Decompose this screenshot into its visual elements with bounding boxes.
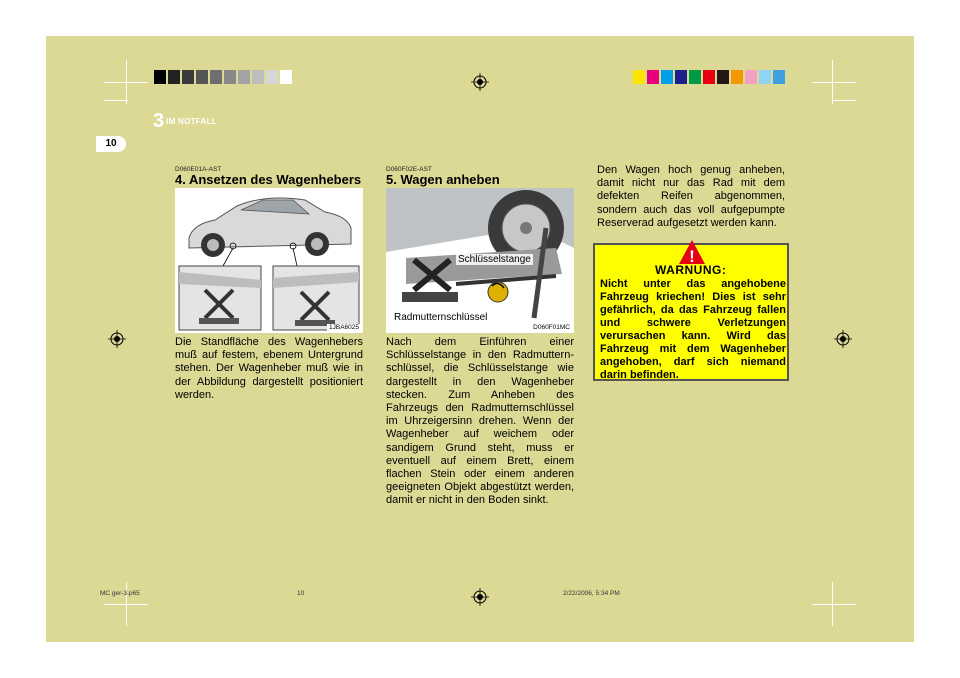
image-code: D060F01MC xyxy=(533,324,570,331)
warning-title: WARNUNG: xyxy=(655,263,727,277)
callout-label: Schlüsselstange xyxy=(458,254,531,265)
color-swatch xyxy=(154,70,166,84)
color-swatch xyxy=(647,70,659,84)
footer-timestamp: 2/22/2006, 5:34 PM xyxy=(563,590,620,597)
crop-mark xyxy=(812,82,856,83)
color-swatch xyxy=(196,70,208,84)
color-swatch xyxy=(238,70,250,84)
section-code: D060E01A-AST xyxy=(175,166,222,173)
registration-mark-icon xyxy=(834,330,852,348)
chapter-number: 3 xyxy=(153,110,165,132)
footer-file: MC ger-3.p65 xyxy=(100,590,140,597)
color-swatch xyxy=(731,70,743,84)
footer-page: 10 xyxy=(297,590,305,597)
color-swatch xyxy=(703,70,715,84)
warning-symbol: ! xyxy=(689,247,695,265)
section-body: Den Wagen hoch genug anheben, damit nicht nur das Rad mit dem defekten Reifen abgenommen, sondern auch das voll aufgepumpte Reserverad aufgesetzt werden kann. xyxy=(597,164,785,229)
color-swatch xyxy=(182,70,194,84)
color-swatch xyxy=(252,70,264,84)
color-swatch xyxy=(773,70,785,84)
page-number-badge: 10 xyxy=(96,136,126,152)
car-with-jack-points-icon xyxy=(175,188,363,333)
warning-body: Nicht unter das angehobene Fahrzeug kriechen! Dies ist sehr gefährlich, da das Fahrzeug fallen und schwere Verletzungen verursachen kann. Wird das Fahrzeug mit dem Wagenheber angehoben, darf sich niemand darin befinden. xyxy=(600,278,786,381)
registration-mark-icon xyxy=(471,588,489,606)
chapter-title: IM NOTFALL xyxy=(166,117,217,126)
registration-mark-icon xyxy=(471,73,489,91)
section-heading: 5. Wagen anheben xyxy=(386,172,500,187)
color-swatch xyxy=(266,70,278,84)
callout-label: Radmutternschlüssel xyxy=(394,312,488,323)
color-swatch xyxy=(675,70,687,84)
crop-mark xyxy=(104,100,128,101)
color-swatch xyxy=(633,70,645,84)
section-heading: 4. Ansetzen des Wagenhebers xyxy=(175,172,362,187)
warning-triangle-icon xyxy=(678,239,706,265)
color-swatch xyxy=(224,70,236,84)
raising-vehicle-illustration xyxy=(386,188,574,333)
crop-mark xyxy=(104,604,148,605)
section-code: D060F02E-AST xyxy=(386,166,432,173)
color-swatch xyxy=(168,70,180,84)
color-swatch xyxy=(661,70,673,84)
jack-position-illustration xyxy=(175,188,363,333)
crop-mark xyxy=(832,100,856,101)
image-code: 1JBA6025 xyxy=(329,324,359,331)
color-swatch xyxy=(759,70,771,84)
gray-swatch-strip xyxy=(154,70,294,84)
color-swatch xyxy=(689,70,701,84)
section-body: Die Standfläche des Wagenhebers muß auf festem, ebenem Untergrund stehen. Der Wagenheber muß wie in der Abbildung dargestellt positioniert werden. xyxy=(175,336,363,401)
crop-mark xyxy=(812,604,856,605)
color-swatch xyxy=(210,70,222,84)
registration-mark-icon xyxy=(108,330,126,348)
color-swatch xyxy=(745,70,757,84)
section-body: Nach dem Einführen einer Schlüsselstange in den Radmuttern-schlüssel, die Schlüsselstange wie dargestellt in den Wagenheber stecken. Zum Anheben des Fahrzeugs den Radmutternschlüssel im Uhrzeigersinn drehen. Wenn der Wagenheber auf weichem oder sandigem Grund steht, muss er eventuell auf einem Brett, einem flachen Stein oder einem anderen geeigneten Objekt abgestützt werden, damit er nicht in den Boden sinkt. xyxy=(386,336,574,507)
color-swatch-strip xyxy=(633,70,787,84)
color-swatch xyxy=(280,70,292,84)
color-swatch xyxy=(717,70,729,84)
crop-mark xyxy=(104,82,148,83)
warning-box xyxy=(593,243,789,381)
